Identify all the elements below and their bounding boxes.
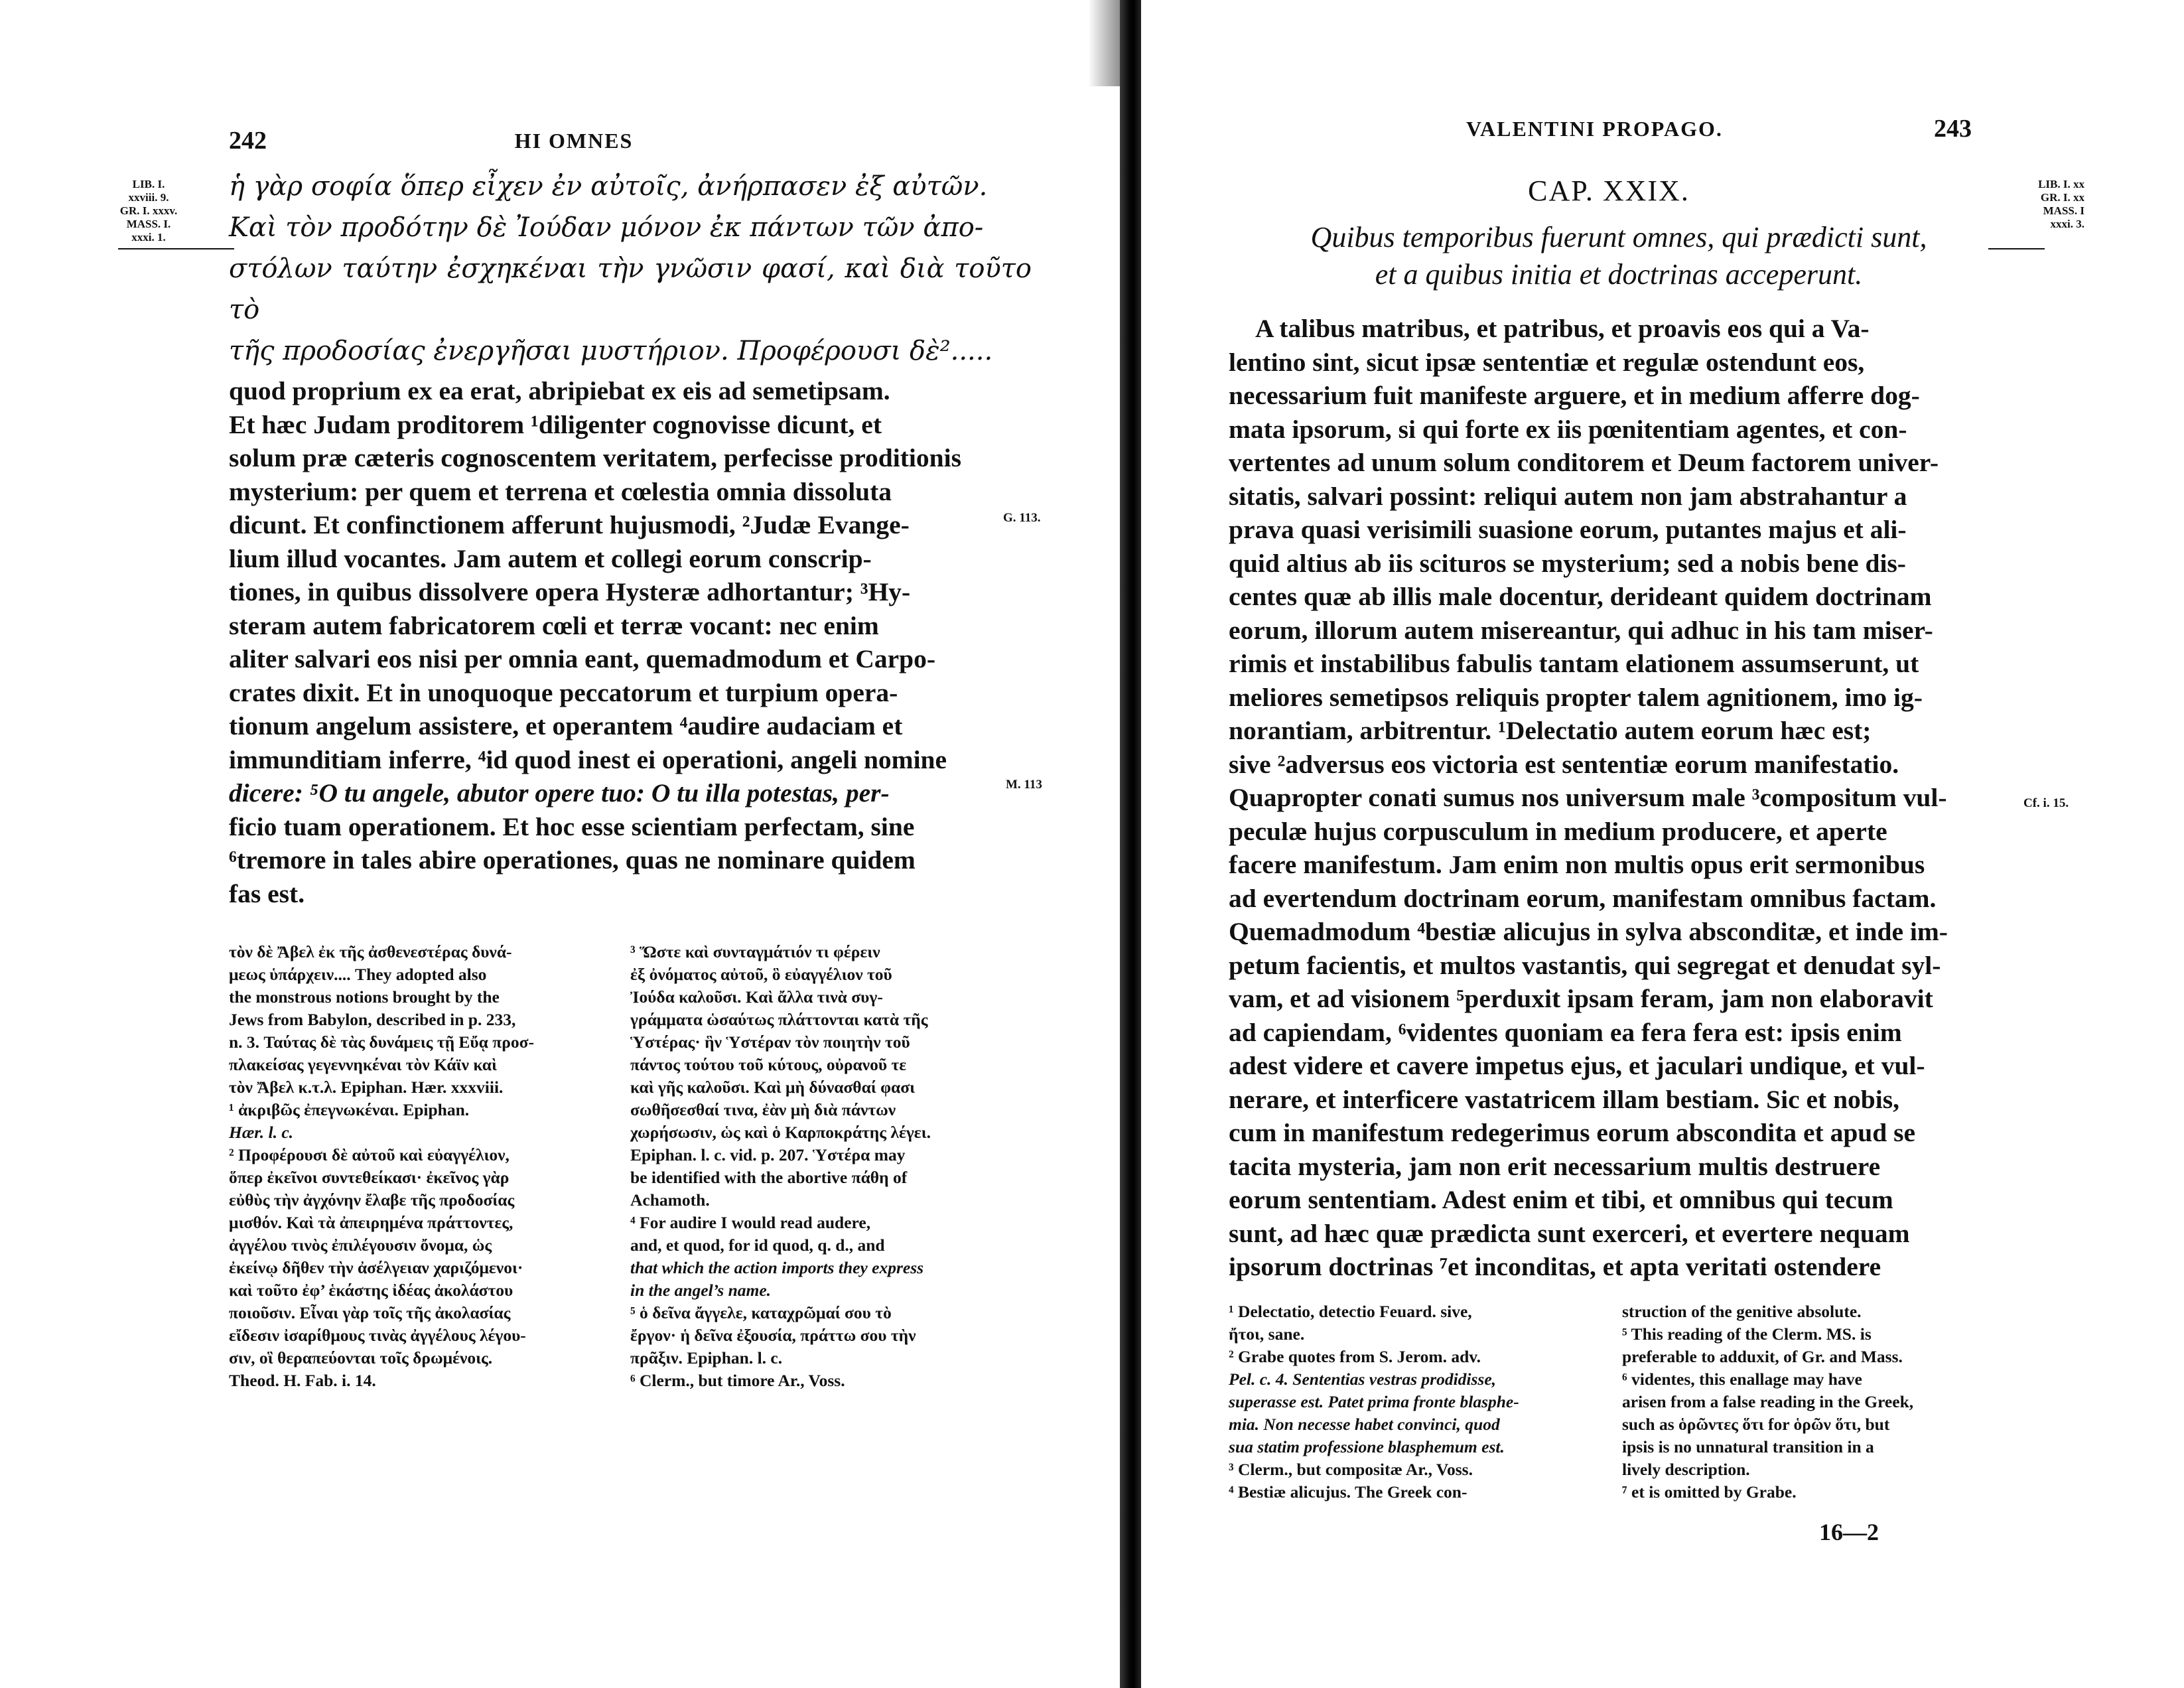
text-line: tionum angelum assistere, et operantem ⁴audire audaciam et (229, 711, 903, 740)
text-line: cum in manifestum redegerimus eorum abscondita et apud se (1229, 1118, 1916, 1147)
text-line: tacita mysteria, jam non erit necessarium multis destruere (1229, 1151, 1881, 1181)
text-line: Quemadmodum ⁴bestiæ alicujus in sylva absconditæ, et inde im- (1229, 917, 1948, 946)
text-line: sitatis, salvari possint: reliqui autem non jam abstrahantur a (1229, 481, 1907, 511)
text-line: Quapropter conati sumus nos universum male ³compositum vul- (1229, 783, 1947, 812)
rubric-line: Quibus temporibus fuerunt omnes, qui prædicti sunt, (1310, 221, 1927, 253)
margin-ref-line: GR. I. xx (2040, 191, 2084, 204)
text-line: facere manifestum. Jam enim non multis opus erit sermonibus (1229, 850, 1925, 879)
text-line: meliores semetipsos reliquis propter talem agnitionem, imo ig- (1229, 682, 1923, 712)
text-line: ⁶tremore in tales abire operationes, quas ne nominare quidem (229, 845, 916, 875)
side-reference: G. 113. (1003, 511, 1041, 525)
footnotes-column-left (229, 941, 604, 1392)
footnote-line: ipsis is no unnatural transition in a (1622, 1437, 1874, 1456)
text-line: solum præ cæteris cognoscentem veritatem, perfecisse proditionis (229, 443, 961, 472)
text-line: aliter salvari eos nisi per omnia eant, quemadmodum et Carpo- (229, 644, 936, 673)
footnote-line: τὸν Ἄβελ κ.τ.λ. Epiphan. Hær. xxxviii. (229, 1078, 504, 1097)
footnote-line: n. 3. Ταύτας δὲ τὰς δυνάμεις τῇ Εὔᾳ προσ- (229, 1032, 535, 1052)
footnote-line: ⁴ For audire I would read audere, (630, 1213, 871, 1232)
margin-ref-line: xxviii. 9. (128, 191, 169, 204)
text-line: dicere: ⁵O tu angele, abutor opere tuo: O tu illa potestas, per- (229, 778, 890, 808)
text-line: peculæ hujus corpusculum in medium producere, et aperte (1229, 816, 1887, 846)
page-number: 242 (229, 127, 267, 155)
text-line: adest videre et cavere impetus ejus, et jaculari undique, et vul- (1229, 1051, 1925, 1080)
chapter-heading: CAP. XXIX. (1528, 175, 1690, 207)
footnote-line: the monstrous notions brought by the (229, 987, 500, 1007)
margin-reference (111, 178, 186, 249)
text-line: dicunt. Et confinctionem afferunt hujusmodi, ²Judæ Evange- (229, 510, 910, 539)
margin-ref-line: xxxi. 3. (2050, 218, 2084, 230)
text-line: mata ipsorum, si qui forte ex iis pœnitentiam agentes, et con- (1229, 414, 1907, 444)
footnote-line: struction of the genitive absolute. (1622, 1302, 1862, 1321)
text-line: eorum, illorum autem misereantur, qui adhuc in his tam miser- (1229, 615, 1933, 645)
margin-ref-line: xxxi. 1. (131, 231, 166, 244)
text-line: ficio tuam operationem. Et hoc esse scientiam perfectam, sine (229, 811, 915, 841)
footnote-line: Theod. H. Fab. i. 14. (229, 1371, 376, 1390)
footnote-line: lively description. (1622, 1460, 1750, 1479)
latin-main-text (1229, 312, 2012, 1284)
footnote-line: πρᾶξιν. Epiphan. l. c. (630, 1348, 783, 1368)
text-line: vertentes ad unum solum conditorem et Deum factorem univer- (1229, 448, 1939, 477)
footnote-line: preferable to adduxit, of Gr. and Mass. (1622, 1347, 1903, 1366)
footnote-line: πλακείσας γεγεννηκέναι τὸν Κάϊν καὶ (229, 1055, 497, 1074)
footnote-line: Ἰούδα καλοῦσι. Καὶ ἄλλα τινὰ συγ- (630, 987, 883, 1007)
footnote-line: σιν, οἳ θεραπεύονται τοῖς δρωμένοις. (229, 1348, 493, 1368)
running-head: VALENTINI PROPAGO. (1466, 117, 1723, 141)
chapter-rubric (1207, 219, 2030, 293)
footnote-line: Epiphan. l. c. vid. p. 207. Ὑστέρα may (630, 1145, 906, 1164)
text-line: quod proprium ex ea erat, abripiebat ex eis ad semetipsam. (229, 376, 890, 405)
footnote-line: Ὑστέρας· ἣν Ὑστέραν τὸν ποιητὴν τοῦ (630, 1032, 910, 1052)
text-line: lium illud vocantes. Jam autem et collegi eorum conscrip- (229, 543, 872, 573)
text-line: ad capiendam, ⁶videntes quoniam ea fera fera est: ipsis enim (1229, 1017, 1902, 1047)
greek-line: Καὶ τὸν προδότην δὲ Ἰούδαν μόνον ἐκ πάντων τῶν ἀπο- (229, 212, 984, 243)
greek-line: ἡ γὰρ σοφία ὅπερ εἶχεν ἐν αὐτοῖς, ἀνήρπασεν ἐξ αὐτῶν. (229, 171, 988, 202)
text-line: fas est. (229, 879, 305, 908)
footnote-line: ⁶ videntes, this enallage may have (1622, 1370, 1862, 1389)
footnote-line: mia. Non necesse habet convinci, quod (1229, 1415, 1500, 1434)
margin-ref-line: GR. I. xxxv. (119, 204, 178, 217)
footnote-line: be identified with the abortive πάθη of (630, 1168, 908, 1187)
margin-ref-line: MASS. I. (126, 218, 171, 230)
margin-ref-line: LIB. I. xx (2038, 178, 2084, 190)
text-line: lentino sint, sicut ipsæ sententiæ et regulæ ostendunt eos, (1229, 347, 1865, 377)
footnote-line: Jews from Babylon, described in p. 233, (229, 1010, 516, 1029)
footnote-line: such as ὁρῶντες ὅτι for ὁρῶν ὅτι, but (1622, 1415, 1890, 1434)
footnote-line: τὸν δὲ Ἄβελ ἐκ τῆς ἀσθενεστέρας δυνά- (229, 942, 512, 961)
footnote-line: ὅπερ ἐκεῖνοι συντεθείκασι· ἐκεῖνος γὰρ (229, 1168, 510, 1187)
greek-line: στόλων ταύτην ἐσχηκέναι τὴν γνῶσιν φασί, καὶ διὰ τοῦτο τὸ (229, 253, 1032, 325)
greek-line: τῆς προδοσίας ἐνεργῆσαι μυστήριον. Προφέρουσι δὲ²..... (229, 336, 993, 366)
footnote-line: in the angel’s name. (630, 1281, 772, 1300)
footnote-line: superasse est. Patet prima fronte blasphe- (1229, 1392, 1519, 1411)
text-line: necessarium fuit manifeste arguere, et in medium afferre dog- (1229, 381, 1920, 410)
footnote-line: Hær. l. c. (229, 1123, 294, 1142)
text-line: vam, et ad visionem ⁵perduxit ipsam feram, jam non elaboravit (1229, 984, 1933, 1013)
footnote-line: ⁵ This reading of the Clerm. MS. is (1622, 1324, 1872, 1344)
footnote-line: ποιοῦσιν. Εἶναι γὰρ τοῖς τῆς ἀκολασίας (229, 1303, 511, 1322)
page-number: 243 (1934, 115, 1972, 143)
footnote-line: ² Προφέρουσι δὲ αὐτοῦ καὶ εὐαγγέλιον, (229, 1145, 510, 1164)
side-reference: Cf. i. 15. (2023, 796, 2069, 810)
footnote-line: ἤτοι, sane. (1229, 1324, 1305, 1344)
text-line: rimis et instabilibus fabulis tantam elationem assumserunt, ut (1229, 649, 1919, 678)
footnote-line: σωθῆσεσθαί τινα, ἐὰν μὴ διὰ πάντων (630, 1100, 896, 1119)
footnote-line: καὶ τοῦτο ἐφ’ ἑκάστης ἰδέας ἀκολάστου (229, 1281, 513, 1300)
footnote-line: Pel. c. 4. Sententias vestras prodidisse, (1229, 1370, 1497, 1389)
text-line: tiones, in quibus dissolvere opera Hysteræ adhortantur; ³Hy- (229, 577, 911, 606)
text-line: sive ²adversus eos victoria est sententiæ eorum manifestatio. (1229, 749, 1899, 779)
greek-passage (229, 166, 1032, 372)
footnote-line: ⁴ Bestiæ alicujus. The Greek con- (1229, 1482, 1467, 1502)
text-line: norantiam, arbitrentur. ¹Delectatio autem eorum hæc est; (1229, 716, 1872, 745)
footnotes-column-left (1229, 1301, 1600, 1504)
book-gutter (1120, 0, 1142, 1688)
footnote-line: ¹ Delectatio, detectio Feuard. sive, (1229, 1302, 1472, 1321)
latin-main-text (229, 374, 998, 910)
margin-rule (118, 248, 234, 249)
footnote-line: μεως ὑπάρχειν.... They adopted also (229, 965, 487, 984)
footnote-line: πάντος τούτου τοῦ κύτους, οὐρανοῦ τε (630, 1055, 907, 1074)
text-line: petum facientis, et multos vastantis, qui segregat et denudat syl- (1229, 950, 1941, 980)
text-line: quid altius ab iis scituros se mysterium; sed a nobis bene dis- (1229, 548, 1906, 578)
footnotes-column-right (1622, 1301, 2007, 1504)
footnote-line: ἐκείνῳ δῆθεν τὴν ἀσέλγειαν χαριζόμενοι· (229, 1258, 523, 1277)
margin-ref-line: LIB. I. (132, 178, 165, 190)
side-reference: M. 113 (1006, 778, 1042, 792)
footnote-line: εἴδεσιν ἰσαρίθμους τινὰς ἀγγέλους λέγου- (229, 1326, 526, 1345)
rubric-line: et a quibus initia et doctrinas acceperunt. (1375, 258, 1863, 291)
text-line: nerare, et interficere vastatricem illam bestiam. Sic et nobis, (1229, 1084, 1899, 1114)
footnote-line: εὐθὺς τὴν ἀγχόνην ἔλαβε τῆς προδοσίας (229, 1190, 515, 1210)
margin-ref-line: MASS. I (2043, 204, 2084, 217)
footnote-line: ⁶ Clerm., but timore Ar., Voss. (630, 1371, 845, 1390)
footnote-line: ² Grabe quotes from S. Jerom. adv. (1229, 1347, 1481, 1366)
text-line: prava quasi verisimili suasione eorum, putantes majus et ali- (1229, 515, 1907, 544)
text-line: ad evertendum doctrinam eorum, manifestam omnibus factam. (1229, 883, 1937, 913)
footnote-line: ἐξ ὀνόματος αὐτοῦ, ὃ εὐαγγέλιον τοῦ (630, 965, 892, 984)
text-line: A talibus matribus, et patribus, et proavis eos qui a Va- (1255, 314, 1870, 343)
text-line: ipsorum doctrinas ⁷et inconditas, et apta veritati ostendere (1229, 1252, 1881, 1281)
footnote-line: Achamoth. (630, 1190, 710, 1210)
footnote-line: that which the action imports they express (630, 1258, 924, 1277)
right-page (1141, 0, 2184, 1688)
text-line: immunditiam inferre, ⁴id quod inest ei operationi, angeli nomine (229, 744, 947, 774)
footnote-line: ¹ ἀκριβῶς ἐπεγνωκέναι. Epiphan. (229, 1100, 470, 1119)
text-line: steram autem fabricatorem cœli et terræ vocant: nec enim (229, 610, 879, 640)
footnote-line: ⁵ ὁ δεῖνα ἄγγελε, καταχρῶμαί σου τὸ (630, 1303, 892, 1322)
running-head: HI OMNES (514, 129, 634, 153)
text-line: centes quæ ab illis male docentur, derideant quidem doctrinam (1229, 582, 1932, 611)
text-line: Et hæc Judam proditorem ¹diligenter cognovisse dicunt, et (229, 409, 882, 439)
text-line: eorum sententiam. Adest enim et tibi, et omnibus qui tecum (1229, 1185, 1893, 1214)
footnote-line: ³ Ὥστε καὶ συνταγμάτιόν τι φέρειν (630, 942, 880, 961)
footnote-line: ἀγγέλου τινὸς ἐπιλέγουσιν ὄνομα, ὡς (229, 1235, 492, 1255)
footnote-line: μισθόν. Καὶ τὰ ἀπειρημένα πράττοντες, (229, 1213, 513, 1232)
footnote-line: arisen from a false reading in the Greek, (1622, 1392, 1914, 1411)
footnote-line: χωρήσωσιν, ὡς καὶ ὁ Καρποκράτης λέγει. (630, 1123, 931, 1142)
footnote-line: ἔργον· ἡ δεῖνα ἐξουσία, πράττω σου τὴν (630, 1326, 916, 1345)
footnote-line: and, et quod, for id quod, q. d., and (630, 1235, 885, 1255)
text-line: crates dixit. Et in unoquoque peccatorum et turpium opera- (229, 677, 898, 707)
footnote-line: καὶ γῆς καλοῦσι. Καὶ μὴ δύνασθαί φασι (630, 1078, 916, 1097)
footnote-line: γράμματα ὡσαύτως πλάττονται κατὰ τῆς (630, 1010, 928, 1029)
footnote-line: sua statim professione blasphemum est. (1229, 1437, 1505, 1456)
signature-mark: 16—2 (1819, 1519, 1879, 1545)
footnotes-column-right (630, 941, 1002, 1392)
footnote-line: ³ Clerm., but compositæ Ar., Voss. (1229, 1460, 1473, 1479)
text-line: mysterium: per quem et terrena et cœlestia omnia dissoluta (229, 476, 892, 506)
text-line: sunt, ad hæc quæ prædicta sunt exerceri, et evertere nequam (1229, 1218, 1910, 1248)
footnote-line: ⁷ et is omitted by Grabe. (1622, 1482, 1797, 1502)
